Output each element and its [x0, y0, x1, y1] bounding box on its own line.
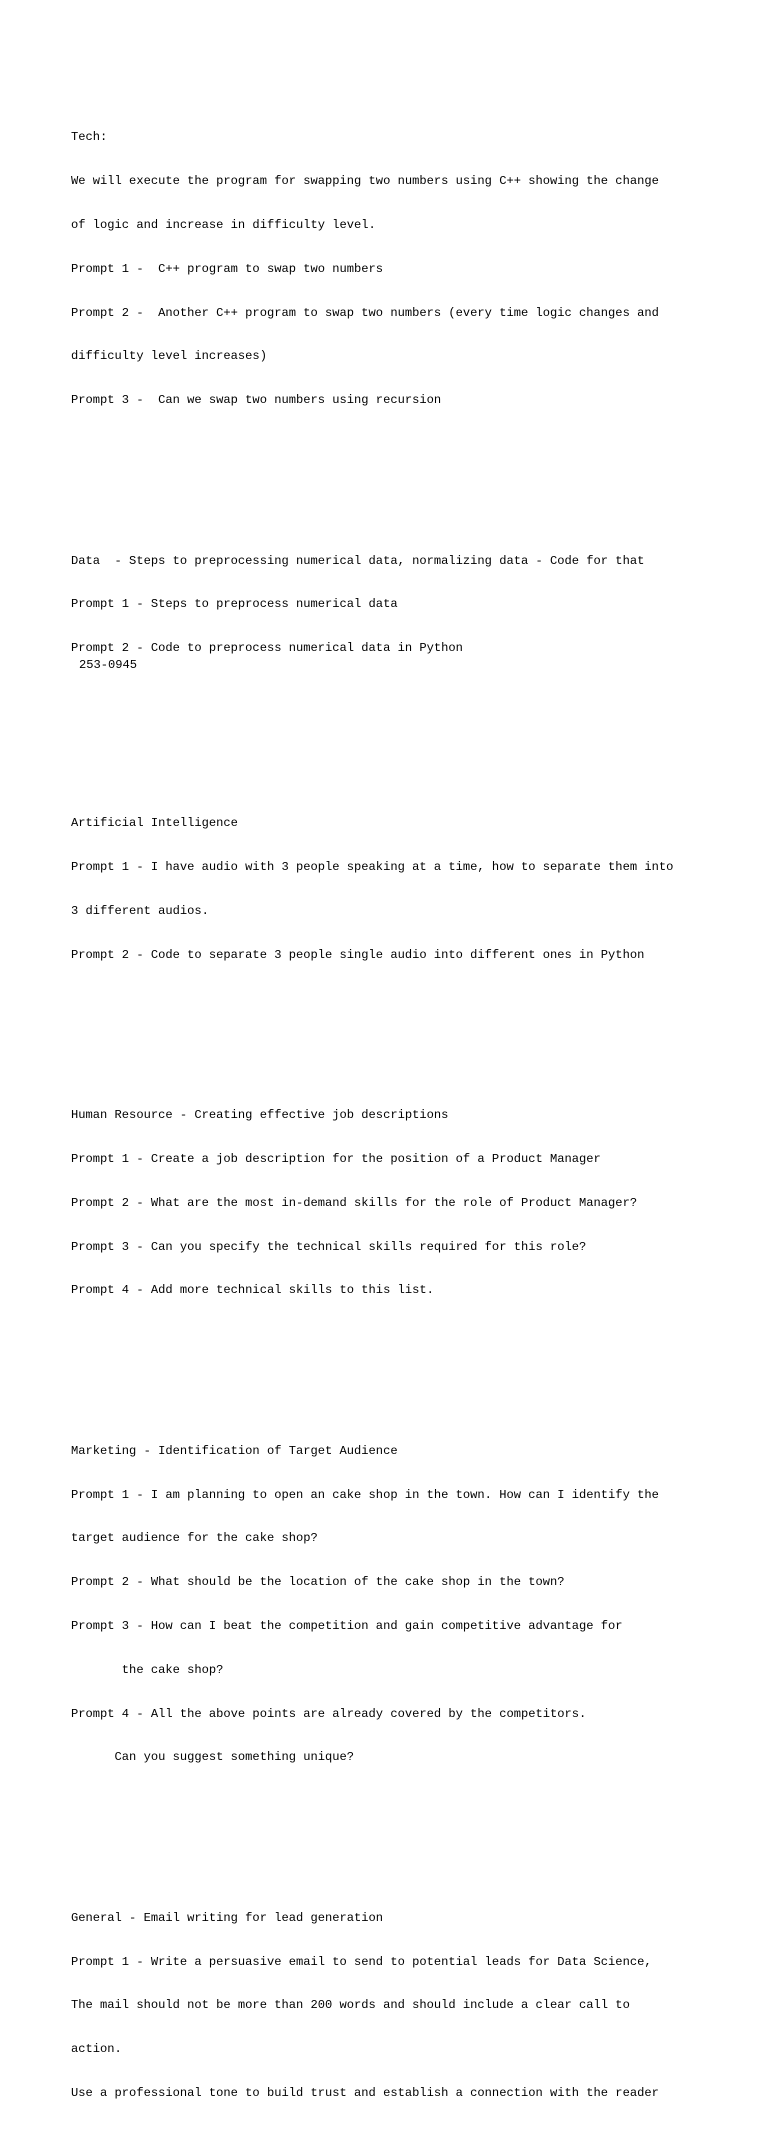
- text-line: Use a professional tone to build trust and establish a connection with the reader: [71, 2085, 659, 2100]
- section-heading: Marketing - Identification of Target Audience: [71, 1443, 398, 1458]
- text-line: We will execute the program for swapping two numbers using C++ showing the change: [71, 174, 659, 189]
- text-line: Prompt 3 - Can we swap two numbers using recursion: [71, 393, 442, 408]
- section-heading: Tech:: [71, 130, 108, 145]
- section-heading: General - Email writing for lead generation: [71, 1910, 384, 1925]
- text-line: Prompt 2 - Code to preprocess numerical data in Python: [71, 641, 463, 656]
- spacer: [71, 466, 751, 481]
- section-marketing: [71, 1415, 751, 1794]
- text-line: 3 different audios.: [71, 903, 209, 918]
- section-general: [71, 1882, 751, 2130]
- text-line: Prompt 2 - What are the most in-demand skills for the role of Product Manager?: [71, 1195, 638, 1210]
- section-tech: [71, 101, 751, 437]
- section-human-resource: [71, 1079, 751, 1327]
- text-line: Prompt 3 - Can you specify the technical skills required for this role?: [71, 1239, 587, 1254]
- text-line: Prompt 1 - Steps to preprocess numerical data: [71, 597, 398, 612]
- text-line: action.: [71, 2042, 122, 2057]
- section-artificial-intelligence: [71, 787, 751, 991]
- text-line: Prompt 4 - Add more technical skills to this list.: [71, 1283, 434, 1298]
- text-line: of logic and increase in difficulty level.: [71, 217, 376, 232]
- text-line: Prompt 1 - Create a job description for the position of a Product Manager: [71, 1151, 601, 1166]
- document-body: [71, 72, 751, 2144]
- spacer: [71, 1356, 751, 1371]
- text-line: difficulty level increases): [71, 349, 267, 364]
- spacer: [71, 1021, 751, 1036]
- text-line: Prompt 2 - Code to separate 3 people single audio into different ones in Python: [71, 947, 645, 962]
- section-heading: Human Resource - Creating effective job descriptions: [71, 1108, 449, 1123]
- text-line: Prompt 1 - I have audio with 3 people speaking at a time, how to separate them into: [71, 860, 674, 875]
- text-line: Prompt 4 - All the above points are already covered by the competitors.: [71, 1706, 587, 1721]
- text-line: Prompt 2 - What should be the location of the cake shop in the town?: [71, 1575, 565, 1590]
- text-line: the cake shop?: [71, 1662, 224, 1677]
- text-line: The mail should not be more than 200 words and should include a clear call to: [71, 1998, 630, 2013]
- text-line: target audience for the cake shop?: [71, 1531, 318, 1546]
- spacer: [71, 1823, 751, 1838]
- text-line: Prompt 2 - Another C++ program to swap two numbers (every time logic changes and: [71, 305, 659, 320]
- section-data: [71, 524, 751, 685]
- section-heading: Artificial Intelligence: [71, 816, 238, 831]
- text-line: Can you suggest something unique?: [71, 1750, 355, 1765]
- text-line: Prompt 1 - Write a persuasive email to send to potential leads for Data Science,: [71, 1954, 652, 1969]
- text-line: Prompt 3 - How can I beat the competition and gain competitive advantage for: [71, 1618, 623, 1633]
- section-heading: Data - Steps to preprocessing numerical data, normalizing data - Code for that: [71, 553, 645, 568]
- spacer: [71, 714, 751, 743]
- text-line: Prompt 1 - C++ program to swap two numbers: [71, 261, 384, 276]
- footer-code: 253-0945: [79, 658, 138, 672]
- text-line: Prompt 1 - I am planning to open an cake shop in the town. How can I identify the: [71, 1487, 659, 1502]
